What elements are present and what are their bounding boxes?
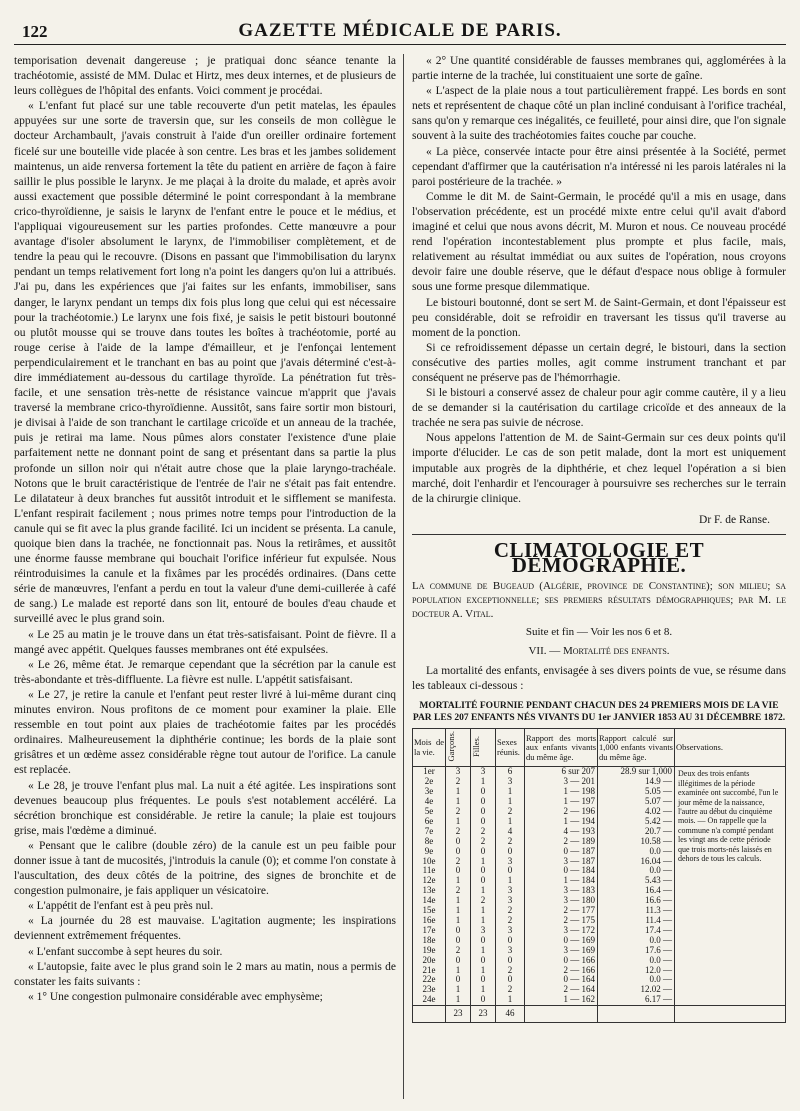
chapter-heading: VII. — Mortalité des enfants. <box>528 645 670 658</box>
table-cell: 16.04 — <box>598 857 675 867</box>
table-cell: 3 <box>496 946 525 956</box>
table-cell: 21e <box>413 966 446 976</box>
table-cell: 6 sur 207 <box>525 767 598 777</box>
table-cell: 22e <box>413 975 446 985</box>
table-cell: 0.0 — <box>598 866 675 876</box>
paragraph: « Pensant que le calibre (double zéro) de la canule est un peu faible pour donner issue à tant de mucosités, j'introduis la canule (0); et comme l'on constate à l'auscultation, des deux côtés de la poitrine, des signes de bronchite et de congestion pulmonaire, je fais appliquer un vésicatoire. <box>14 839 396 898</box>
table-cell: 0 <box>471 866 496 876</box>
column-header: Filles. <box>471 729 496 767</box>
table-cell: 3 <box>471 926 496 936</box>
table-cell: 2 <box>496 985 525 995</box>
table-cell: 1 <box>471 916 496 926</box>
table-cell: 12e <box>413 876 446 886</box>
table-cell: 2 — 196 <box>525 807 598 817</box>
table-cell: 2 <box>471 827 496 837</box>
paragraph: Si le bistouri a conservé assez de chaleur pour agir comme cautère, il y a lieu de se demander si la cautérisation du cartilage cricoïde et des anneaux de la trachée ne sera pas suivie de nécrose. <box>412 387 786 430</box>
table-cell: 0 <box>471 807 496 817</box>
author-signature: Dr F. de Ranse. <box>699 513 770 526</box>
column-header: Rapport calculé sur 1,000 enfants vivants du même âge. <box>598 729 675 767</box>
table-cell: 0 <box>446 956 471 966</box>
table-cell: 17.4 — <box>598 926 675 936</box>
total-cell <box>413 1006 446 1023</box>
table-cell: 3 <box>496 926 525 936</box>
column-header: Garçons. <box>446 729 471 767</box>
paragraph: « Le 28, je trouve l'enfant plus mal. La nuit a été agitée. Les inspirations sont devenues beaucoup plus fréquentes. Le pouls s'est notablement accéléré. La sécrétion bronchique est considérable. Je retire la canule; la plaie est toujours grise, mais l'œdème a diminué. <box>14 779 396 837</box>
section-title: CLIMATOLOGIE ET DÉMOGRAPHIE. <box>493 537 705 577</box>
observations-cell: Deux des trois enfants illégitimes de la période examinée ont succombé, l'un le jour même de la naissance, l'autre au début du cinquième mois. — On rappelle que la commune n'a compté pendant les vingt ans de cette période que trois morts-nés laissés en dehors de tous les calculs. <box>675 767 786 1006</box>
table-cell: 1 <box>446 876 471 886</box>
table-cell: 1 <box>496 787 525 797</box>
table-cell: 1 <box>446 995 471 1005</box>
table-cell: 0.0 — <box>598 936 675 946</box>
total-cell: 23 <box>471 1006 496 1023</box>
table-cell: 1 <box>471 946 496 956</box>
table-cell: 2 <box>446 946 471 956</box>
table-cell: 0 <box>471 797 496 807</box>
table-cell: 0 — 164 <box>525 975 598 985</box>
table-cell: 0 <box>496 866 525 876</box>
table-cell: 1 <box>471 966 496 976</box>
paragraph: temporisation devenait dangereuse ; je pratiquai donc séance tenante la trachéotomie, assisté de MM. Dulac et Hirtz, mes deux internes, et de plusieurs de leurs collègues de l'hôpital des enfants. Voici comment je procédai. <box>14 55 396 98</box>
table-cell: 3 <box>446 767 471 777</box>
table-cell: 2 — 164 <box>525 985 598 995</box>
table-cell: 1 <box>446 916 471 926</box>
table-cell: 1 — 197 <box>525 797 598 807</box>
table-cell: 3 — 169 <box>525 946 598 956</box>
table-cell: 10.58 — <box>598 837 675 847</box>
table-cell: 1 <box>496 995 525 1005</box>
table-cell: 1 — 184 <box>525 876 598 886</box>
table-cell: 19e <box>413 946 446 956</box>
paragraph: « L'enfant succombe à sept heures du soir. <box>28 945 223 958</box>
paragraph: « L'appétit de l'enfant est à peu près nul. <box>28 900 214 913</box>
table-cell: 2 <box>496 966 525 976</box>
table-cell: 1 <box>446 985 471 995</box>
journal-title: GAZETTE MÉDICALE DE PARIS. <box>238 20 562 41</box>
paragraph: « L'aspect de la plaie nous a tout particulièrement frappé. Les bords en sont nets et représentent de chaque côté un plan incliné conduisant à l'orifice trachéal, sans qu'on y remarque ces inégalités, ce feuilleté, pour ainsi dire, que l'on signale souvent à la suite des trachéotomies faites couche par couche. <box>412 85 786 143</box>
table-cell: 5.43 — <box>598 876 675 886</box>
table-cell: 2 <box>471 837 496 847</box>
table-cell: 17.6 — <box>598 946 675 956</box>
table-cell: 1 <box>471 886 496 896</box>
table-cell: 2 <box>496 837 525 847</box>
table-cell: 3 — 187 <box>525 857 598 867</box>
paragraph: La mortalité des enfants, envisagée à ses divers points de vue, se résume dans les tableaux ci-dessous : <box>412 665 786 693</box>
table-cell: 0 <box>496 847 525 857</box>
table-cell: 20e <box>413 956 446 966</box>
table-cell: 4 <box>496 827 525 837</box>
table-header-row <box>413 729 786 767</box>
table-cell: 2 — 175 <box>525 916 598 926</box>
table-cell: 3 <box>496 857 525 867</box>
table-cell: 0 <box>496 975 525 985</box>
table-cell: 2 <box>446 777 471 787</box>
column-header: Sexes réunis. <box>496 729 525 767</box>
table-cell: 3 <box>471 767 496 777</box>
table-cell: 6 <box>496 767 525 777</box>
table-cell: 14e <box>413 896 446 906</box>
table-cell: 11e <box>413 866 446 876</box>
table-title: MORTALITÉ FOURNIE PENDANT CHACUN DES 24 PREMIERS MOIS DE LA VIE PAR LES 207 ENFANTS NÉS VIVANTS DU 1er JANVIER 1853 AU 31 DÉCEMBRE 1872. <box>412 701 786 724</box>
paragraph: « La journée du 28 est mauvaise. L'agitation augmente; les inspirations deviennent extrêmement fréquentes. <box>14 915 396 943</box>
table-cell: 0 — 166 <box>525 956 598 966</box>
table-cell: 2 — 166 <box>525 966 598 976</box>
page-header <box>14 10 786 45</box>
paragraph: « L'autopsie, faite avec le plus grand soin le 2 mars au matin, nous a permis de constater les faits suivants : <box>14 960 396 988</box>
table-cell: 3 — 183 <box>525 886 598 896</box>
table-cell: 0 <box>471 876 496 886</box>
table-cell: 1 <box>446 896 471 906</box>
table-cell: 3e <box>413 787 446 797</box>
table-cell: 0 <box>446 975 471 985</box>
table-cell: 0 <box>471 995 496 1005</box>
table-cell: 1 <box>446 787 471 797</box>
table-cell: 11.3 — <box>598 906 675 916</box>
table-cell: 5.42 — <box>598 817 675 827</box>
column-header: Observations. <box>675 729 786 767</box>
table-cell: 1 <box>471 857 496 867</box>
table-cell: 0 <box>471 847 496 857</box>
table-cell: 3 — 180 <box>525 896 598 906</box>
page-number: 122 <box>22 22 48 41</box>
table-cell: 2 <box>446 827 471 837</box>
table-cell: 2 <box>446 886 471 896</box>
table-cell: 1 <box>446 966 471 976</box>
table-cell: 0 <box>471 936 496 946</box>
table-cell: 1 <box>471 985 496 995</box>
total-cell <box>675 1006 786 1023</box>
table-cell: 0 — 184 <box>525 866 598 876</box>
newspaper-page <box>14 10 786 1105</box>
table-cell: 1 <box>496 797 525 807</box>
table-cell: 28.9 sur 1,000 <box>598 767 675 777</box>
paragraph: Comme le dit M. de Saint-Germain, le procédé qu'il a mis en usage, dans l'observation précédente, est un procédé mixte entre celui qu'il avait d'abord imaginé et celui que nous avons décrit, M. Muron et nous. Ce nouveau procédé rend l'opération incontestablement plus prompte et plus facile, mais, relativement au résultat immédiat ou aux suites de l'opération, nous croyons devoir faire une double réserve, que le défaut d'espace nous oblige à formuler sous une forme presque dilemmatique. <box>412 190 786 294</box>
total-cell: 46 <box>496 1006 525 1023</box>
table-cell: 2 <box>446 807 471 817</box>
table-cell: 1er <box>413 767 446 777</box>
table-cell: 14.9 — <box>598 777 675 787</box>
column-divider <box>403 54 404 1099</box>
column-header: Rapport des morts aux enfants vivants du même âge. <box>525 729 598 767</box>
paragraph: Le bistouri boutonné, dont se sert M. de Saint-Germain, et dont l'épaisseur est peu considérable, doit se refroidir en traversant les tissus qu'il traverse au moment de la ponction. <box>412 296 786 339</box>
table-cell: 1 — 194 <box>525 817 598 827</box>
table-cell: 16.4 — <box>598 886 675 896</box>
table-cell: 16e <box>413 916 446 926</box>
table-cell: 1 <box>496 817 525 827</box>
total-cell <box>598 1006 675 1023</box>
table-cell: 0 <box>446 847 471 857</box>
table-cell: 1 — 198 <box>525 787 598 797</box>
table-cell: 11.4 — <box>598 916 675 926</box>
table-cell: 0 <box>471 787 496 797</box>
table-cell: 20.7 — <box>598 827 675 837</box>
table-cell: 1 <box>471 777 496 787</box>
table-cell: 1 <box>446 797 471 807</box>
total-cell: 23 <box>446 1006 471 1023</box>
table-cell: 12.02 — <box>598 985 675 995</box>
table-cell: 0.0 — <box>598 956 675 966</box>
table-cell: 1 <box>446 817 471 827</box>
table-cell: 6.17 — <box>598 995 675 1005</box>
paragraph: « 2° Une quantité considérable de fausses membranes qui, agglomérées à la partie interne de la trachée, lui constituaient une sorte de gaîne. <box>412 55 786 83</box>
section-subtitle: La commune de Bugeaud (Algérie, province de Constantine); son milieu; sa population exceptionnelle; ses premiers résultats démographiques; par M. le docteur A. Vital. <box>412 580 786 621</box>
paragraph: Nous appelons l'attention de M. de Saint-Germain sur ces deux points qu'il importe d'élucider. Le cas de son petit malade, dont la mort est uniquement imputable aux progrès de la diphthérie, et chez lequel l'opération a si bien marché, doit l'enhardir et l'encourager à poursuivre ses recherches sur le terrain de la chirurgie clinique. <box>412 432 786 505</box>
totals-row <box>413 1006 786 1023</box>
table-cell: 0 <box>446 936 471 946</box>
table-cell: 1 — 162 <box>525 995 598 1005</box>
table-cell: 2 — 189 <box>525 837 598 847</box>
table-cell: 0 <box>446 866 471 876</box>
table-cell: 7e <box>413 827 446 837</box>
table-cell: 6e <box>413 817 446 827</box>
table-cell: 0 <box>471 975 496 985</box>
table-cell: 4.02 — <box>598 807 675 817</box>
table-cell: 18e <box>413 936 446 946</box>
table-cell: 1 <box>446 906 471 916</box>
table-cell: 0.0 — <box>598 847 675 857</box>
left-column <box>14 54 396 1104</box>
table-cell: 1 <box>496 876 525 886</box>
table-cell: 0 <box>446 926 471 936</box>
table-cell: 2 — 177 <box>525 906 598 916</box>
table-cell: 3 <box>496 886 525 896</box>
table-cell: 4 — 193 <box>525 827 598 837</box>
table-cell: 24e <box>413 995 446 1005</box>
table-cell: 3 <box>496 896 525 906</box>
table-cell: 0 — 169 <box>525 936 598 946</box>
table-cell: 2 <box>496 906 525 916</box>
table-row <box>413 767 786 777</box>
paragraph: « Le 26, même état. Je remarque cependant que la sécrétion par la canule est très-abondante et très-diffluente. La fièvre est nulle. L'appétit satisfaisant. <box>14 658 396 686</box>
table-cell: 0.0 — <box>598 975 675 985</box>
paragraph: « Le 27, je retire la canule et l'enfant peut rester livré à lui-même durant cinq minutes environ. Nous profitons de ce moment pour examiner la plaie. Elle ressemble en tout point aux plaies de trachéotomie faites par les procédés ordinaires. Malheureusement la diphthérie continue; les bords de la plaie sont grisâtres et un œdème assez considérable règne tout autour de l'orifice. La canule est replacée. <box>14 688 396 777</box>
total-cell <box>525 1006 598 1023</box>
table-cell: 2e <box>413 777 446 787</box>
table-cell: 8e <box>413 837 446 847</box>
table-cell: 2 <box>446 857 471 867</box>
paragraph: « Le 25 au matin je le trouve dans un état très-satisfaisant. Point de fièvre. Il a mangé avec appétit. Quelques fausses membranes ont été expulsées. <box>14 628 396 656</box>
table-cell: 0 <box>496 956 525 966</box>
table-cell: 16.6 — <box>598 896 675 906</box>
table-cell: 10e <box>413 857 446 867</box>
table-cell: 5.05 — <box>598 787 675 797</box>
table-cell: 1 <box>471 906 496 916</box>
paragraph: « L'enfant fut placé sur une table recouverte d'un petit matelas, les épaules appuyées sur une sorte de traversin que, sur les conseils de mon collègue le docteur Archambault, j'avais construit à l'aide d'un oreiller ordinaire fortement ficelé sur une bouteille vide placée à son centre. Les bras et les jambes solidement maintenus, un aide renversa fortement la tête du patient en arrière de façon à faire saillir le plus possible le larynx. Je me plaçai à la droite du malade, et après avoir aussi exactement que possible déterminé le point correspondant à la membrane crico-thyroïdienne, je saisis le larynx de l'enfant entre le pouce et le médius, et l'appliquai vigoureusement sur les parties profondes. Cette manœuvre a pour avantage d'isoler absolument le larynx, de l'immobiliser complètement, et de tendre la peau qui le recouvre. (Disons en passant que l'immobilisation du larynx pendant un temps relativement fort long n'a point les dangers qu'on lui a attribués. J'ai pu, dans les expériences que j'ai faites sur les enfants, immobiliser, sans danger, le larynx pendant un temps dix fois plus long que celui qui est nécessaire pour la trachéotomie.) Le larynx une fois fixé, je saisis le petit bistouri boutonné ou plutôt mousse qui se trouve dans toutes les boîtes à trachéotomie, porté au rouge cerise à l'aide de la lampe d'émailleur, et je l'enfonçai lentement perpendiculairement et le tranchant en bas au point que j'avais déterminé c'est-à-dire immédiatement au-dessous du cartilage thyroïde. La pénétration fut très-facile, et une sensation très-nette de résistance vaincue m'apprit que j'avais traversé la membrane crico-thyroïdienne. Aussitôt, sans faire sortir mon bistouri, je divisai à l'aide de son tranchant le cartilage cricoïde et un anneau de la trachée, puis je retirai ma lame. Nous pûmes alors constater l'existence d'une plaie parfaitement nette ne donnant point de sang et présentant dans sa partie la plus profonde un sillon noir qui n'était autre chose que la plaie laryngo-trachéale. Notons que le bruit caractéristique de l'entrée de l'air ne s'était pas fait entendre. Le dilatateur à deux branches fut aussitôt introduit et le sifflement se manifesta. L'enfant respirait facilement ; nous primes notre temps pour l'introduction de la canule qui se fit avec la plus grande facilité. Ici un incident se présenta. La canule, quoique bien dans la trachée, ne fonctionnait pas. Nous la retirâmes, et aussitôt une énorme fausse membrane qui bouchait l'orifice inférieur fut expulsée. Nous réintroduisimes la canule et la fixâmes par les procédés ordinaires. (Dans cette série de manœuvres, l'enfant a perdu en tout la valeur d'une demi-cuillerée à café de sang.) Le malade est reporté dans son lit, entouré de boules d'eau chaude et surveillé avec le plus grand soin. <box>14 100 396 626</box>
table-cell: 12.0 — <box>598 966 675 976</box>
section-divider <box>412 534 786 535</box>
table-cell: 0 <box>471 817 496 827</box>
table-cell: 15e <box>413 906 446 916</box>
table-cell: 2 <box>496 916 525 926</box>
paragraph: « 1° Une congestion pulmonaire considérable avec emphysème; <box>28 990 323 1003</box>
table-cell: 2 <box>496 807 525 817</box>
table-cell: 4e <box>413 797 446 807</box>
table-cell: 5e <box>413 807 446 817</box>
paragraph: Si ce refroidissement dépasse un certain degré, le bistouri, dans la section consécutive des parties molles, agit comme instrument tranchant et par conséquent ne préserve pas de l'hémorrhagie. <box>412 341 786 384</box>
column-header: Mois de la vie. <box>413 729 446 767</box>
right-column <box>412 54 786 1104</box>
table-cell: 3 — 172 <box>525 926 598 936</box>
mortality-table <box>412 728 786 1023</box>
table-cell: 13e <box>413 886 446 896</box>
table-cell: 3 — 201 <box>525 777 598 787</box>
paragraph: « La pièce, conservée intacte pour être ainsi présentée à la Société, permet cependant d'affirmer que la cautérisation n'a intéressé ni les parois latérales ni la paroi postérieure de la trachée. » <box>412 145 786 188</box>
table-cell: 2 <box>471 896 496 906</box>
table-cell: 0 — 187 <box>525 847 598 857</box>
table-cell: 0 <box>446 837 471 847</box>
table-cell: 17e <box>413 926 446 936</box>
table-cell: 9e <box>413 847 446 857</box>
table-cell: 23e <box>413 985 446 995</box>
table-cell: 0 <box>496 936 525 946</box>
table-cell: 0 <box>471 956 496 966</box>
continuation-note: Suite et fin — Voir les nos 6 et 8. <box>525 626 673 639</box>
table-cell: 3 <box>496 777 525 787</box>
table-cell: 5.07 — <box>598 797 675 807</box>
